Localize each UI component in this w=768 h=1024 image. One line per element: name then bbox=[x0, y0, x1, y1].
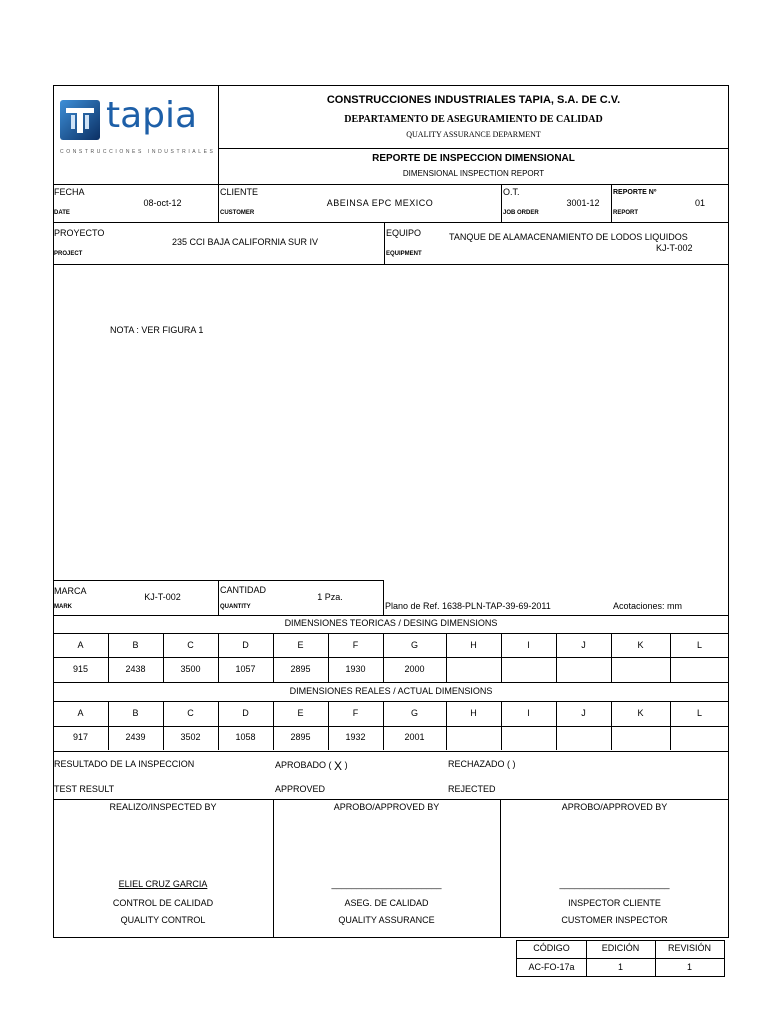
signature-block-qa bbox=[273, 799, 500, 938]
cantidad-label-en: QUANTITY bbox=[220, 604, 251, 610]
cliente-label-en: CUSTOMER bbox=[220, 210, 255, 216]
ot-label-en: JOB ORDER bbox=[503, 210, 539, 216]
logo-subtitle: CONSTRUCCIONES INDUSTRIALES bbox=[60, 149, 216, 155]
proyecto-value: 235 CCI BAJA CALIFORNIA SUR IV bbox=[171, 237, 319, 247]
dimension-header: K bbox=[637, 640, 644, 650]
divider bbox=[53, 222, 729, 223]
signature-dept: ASEG. DE CALIDAD bbox=[344, 898, 429, 908]
theoretical-title: DIMENSIONES TEORICAS / DESING DIMENSIONS bbox=[284, 618, 498, 628]
signature-title: APROBO/APPROVED BY bbox=[561, 802, 668, 812]
divider bbox=[611, 184, 612, 222]
equipo-value: TANQUE DE ALAMACENAMIENTO DE LODOS LIQUIDOS bbox=[449, 232, 688, 242]
dimension-header: G bbox=[410, 708, 418, 718]
signature-title: REALIZO/INSPECTED BY bbox=[109, 802, 217, 812]
dimension-value: 3502 bbox=[180, 732, 201, 742]
ot-label: O.T. bbox=[503, 187, 520, 197]
report-title: REPORTE DE INSPECCION DIMENSIONAL bbox=[372, 153, 575, 164]
divider bbox=[53, 726, 729, 727]
revision-value: 1 bbox=[686, 962, 692, 972]
cantidad-value: 1 Pza. bbox=[317, 592, 343, 602]
form-code-table bbox=[516, 940, 725, 977]
rechazado-label-en: REJECTED bbox=[448, 784, 496, 794]
dimension-header: F bbox=[352, 640, 359, 650]
signature-line: ______________________ bbox=[331, 879, 442, 889]
nota-text: NOTA : VER FIGURA 1 bbox=[110, 325, 204, 335]
dimension-header: G bbox=[410, 640, 418, 650]
signature-dept-en: CUSTOMER INSPECTOR bbox=[561, 915, 668, 925]
dimension-header: H bbox=[470, 708, 477, 718]
company-logo bbox=[60, 95, 216, 155]
dimension-value: 2438 bbox=[125, 664, 146, 674]
dimension-header: K bbox=[637, 708, 644, 718]
actual-title: DIMENSIONES REALES / ACTUAL DIMENSIONS bbox=[289, 686, 493, 696]
divider bbox=[218, 148, 729, 149]
signature-line: ______________________ bbox=[559, 879, 670, 889]
fecha-value: 08-oct-12 bbox=[143, 198, 182, 208]
divider bbox=[53, 264, 729, 265]
divider bbox=[53, 751, 729, 752]
cliente-value: ABEINSA EPC MEXICO bbox=[326, 198, 434, 208]
reporte-value: 01 bbox=[694, 198, 705, 208]
fecha-label-en: DATE bbox=[54, 210, 70, 216]
aprobado-text: APROBADO ( bbox=[275, 760, 332, 770]
aprobado-close: ) bbox=[344, 760, 348, 770]
dimension-header: F bbox=[352, 708, 359, 718]
dimension-value: 2895 bbox=[290, 732, 311, 742]
marca-label-en: MARK bbox=[54, 604, 72, 610]
divider bbox=[501, 184, 502, 222]
rechazado-label: RECHAZADO ( ) bbox=[448, 759, 516, 769]
dimension-header: L bbox=[696, 708, 702, 718]
logo-wordmark: tapia bbox=[106, 95, 198, 136]
divider bbox=[218, 580, 219, 615]
signature-name: ELIEL CRUZ GARCIA bbox=[118, 879, 208, 889]
revision-header: REVISIÓN bbox=[667, 943, 711, 953]
divider bbox=[383, 580, 384, 615]
department-name-en: QUALITY ASSURANCE DEPARMENT bbox=[406, 130, 541, 139]
acotaciones: Acotaciones: mm bbox=[613, 601, 683, 611]
divider bbox=[53, 184, 729, 185]
proyecto-label: PROYECTO bbox=[54, 228, 105, 238]
dimension-value: 917 bbox=[72, 732, 89, 742]
codigo-value: AC-FO-17a bbox=[528, 962, 575, 972]
cliente-label: CLIENTE bbox=[220, 187, 259, 197]
dimension-header: B bbox=[132, 640, 139, 650]
dimension-header: J bbox=[581, 640, 586, 650]
signature-title: APROBO/APPROVED BY bbox=[333, 802, 440, 812]
signature-dept: CONTROL DE CALIDAD bbox=[112, 898, 214, 908]
department-name: DEPARTAMENTO DE ASEGURAMIENTO DE CALIDAD bbox=[344, 114, 603, 125]
dimension-header: H bbox=[470, 640, 477, 650]
edicion-header: EDICIÓN bbox=[601, 943, 640, 953]
company-name: CONSTRUCCIONES INDUSTRIALES TAPIA, S.A. DE C.V. bbox=[326, 94, 621, 106]
codigo-header: CÓDIGO bbox=[533, 943, 570, 953]
cantidad-label: CANTIDAD bbox=[220, 585, 267, 595]
fecha-label: FECHA bbox=[54, 187, 85, 197]
dimension-value: 1932 bbox=[345, 732, 366, 742]
result-label-en: TEST RESULT bbox=[54, 784, 115, 794]
signature-block-customer bbox=[500, 799, 729, 938]
proyecto-label-en: PROJECT bbox=[54, 251, 83, 257]
signature-block-inspected bbox=[53, 799, 273, 938]
dimension-header: J bbox=[581, 708, 586, 718]
reporte-label: REPORTE Nº bbox=[613, 189, 657, 196]
dimension-value: 2000 bbox=[404, 664, 425, 674]
dimension-header: D bbox=[242, 708, 249, 718]
dimension-value: 1057 bbox=[235, 664, 256, 674]
dimension-value: 2001 bbox=[404, 732, 425, 742]
equipo-label: EQUIPO bbox=[386, 228, 422, 238]
dimension-header: A bbox=[77, 708, 84, 718]
dimension-value: 915 bbox=[72, 664, 89, 674]
tapia-logo-icon bbox=[60, 100, 100, 140]
signature-dept: INSPECTOR CLIENTE bbox=[568, 898, 661, 908]
dimension-header: I bbox=[527, 708, 530, 718]
divider bbox=[384, 222, 385, 264]
dimension-header: L bbox=[696, 640, 702, 650]
divider bbox=[218, 184, 219, 222]
aprobado-label bbox=[275, 759, 348, 771]
dimension-value: 1930 bbox=[345, 664, 366, 674]
dimension-header: C bbox=[187, 708, 194, 718]
equipo-label-en: EQUIPMENT bbox=[386, 251, 422, 257]
dimension-value: 2895 bbox=[290, 664, 311, 674]
result-label: RESULTADO DE LA INSPECCION bbox=[54, 759, 195, 769]
signature-dept-en: QUALITY CONTROL bbox=[120, 915, 206, 925]
divider bbox=[53, 657, 729, 658]
dimension-header: A bbox=[77, 640, 84, 650]
dimension-value: 3500 bbox=[180, 664, 201, 674]
divider bbox=[53, 633, 729, 634]
dimension-header: E bbox=[297, 708, 304, 718]
divider bbox=[53, 682, 729, 683]
marca-value: KJ-T-002 bbox=[144, 592, 181, 602]
edicion-value: 1 bbox=[617, 962, 623, 972]
plano-ref: Plano de Ref. 1638-PLN-TAP-39-69-2011 bbox=[385, 601, 551, 611]
aprobado-mark: X bbox=[334, 759, 343, 773]
dimension-header: E bbox=[297, 640, 304, 650]
dimension-value: 2439 bbox=[125, 732, 146, 742]
dimension-header: I bbox=[527, 640, 530, 650]
dimension-header: B bbox=[132, 708, 139, 718]
signature-dept-en: QUALITY ASSURANCE bbox=[338, 915, 435, 925]
aprobado-label-en: APPROVED bbox=[275, 784, 326, 794]
equipo-tag: KJ-T-002 bbox=[656, 243, 693, 253]
marca-label: MARCA bbox=[54, 586, 87, 596]
ot-value: 3001-12 bbox=[566, 198, 600, 208]
divider bbox=[53, 615, 729, 616]
dimension-header: C bbox=[187, 640, 194, 650]
dimension-header: D bbox=[242, 640, 249, 650]
divider bbox=[53, 701, 729, 702]
dimension-value: 1058 bbox=[235, 732, 256, 742]
report-title-en: DIMENSIONAL INSPECTION REPORT bbox=[402, 169, 545, 178]
reporte-label-en: REPORT bbox=[613, 210, 639, 216]
